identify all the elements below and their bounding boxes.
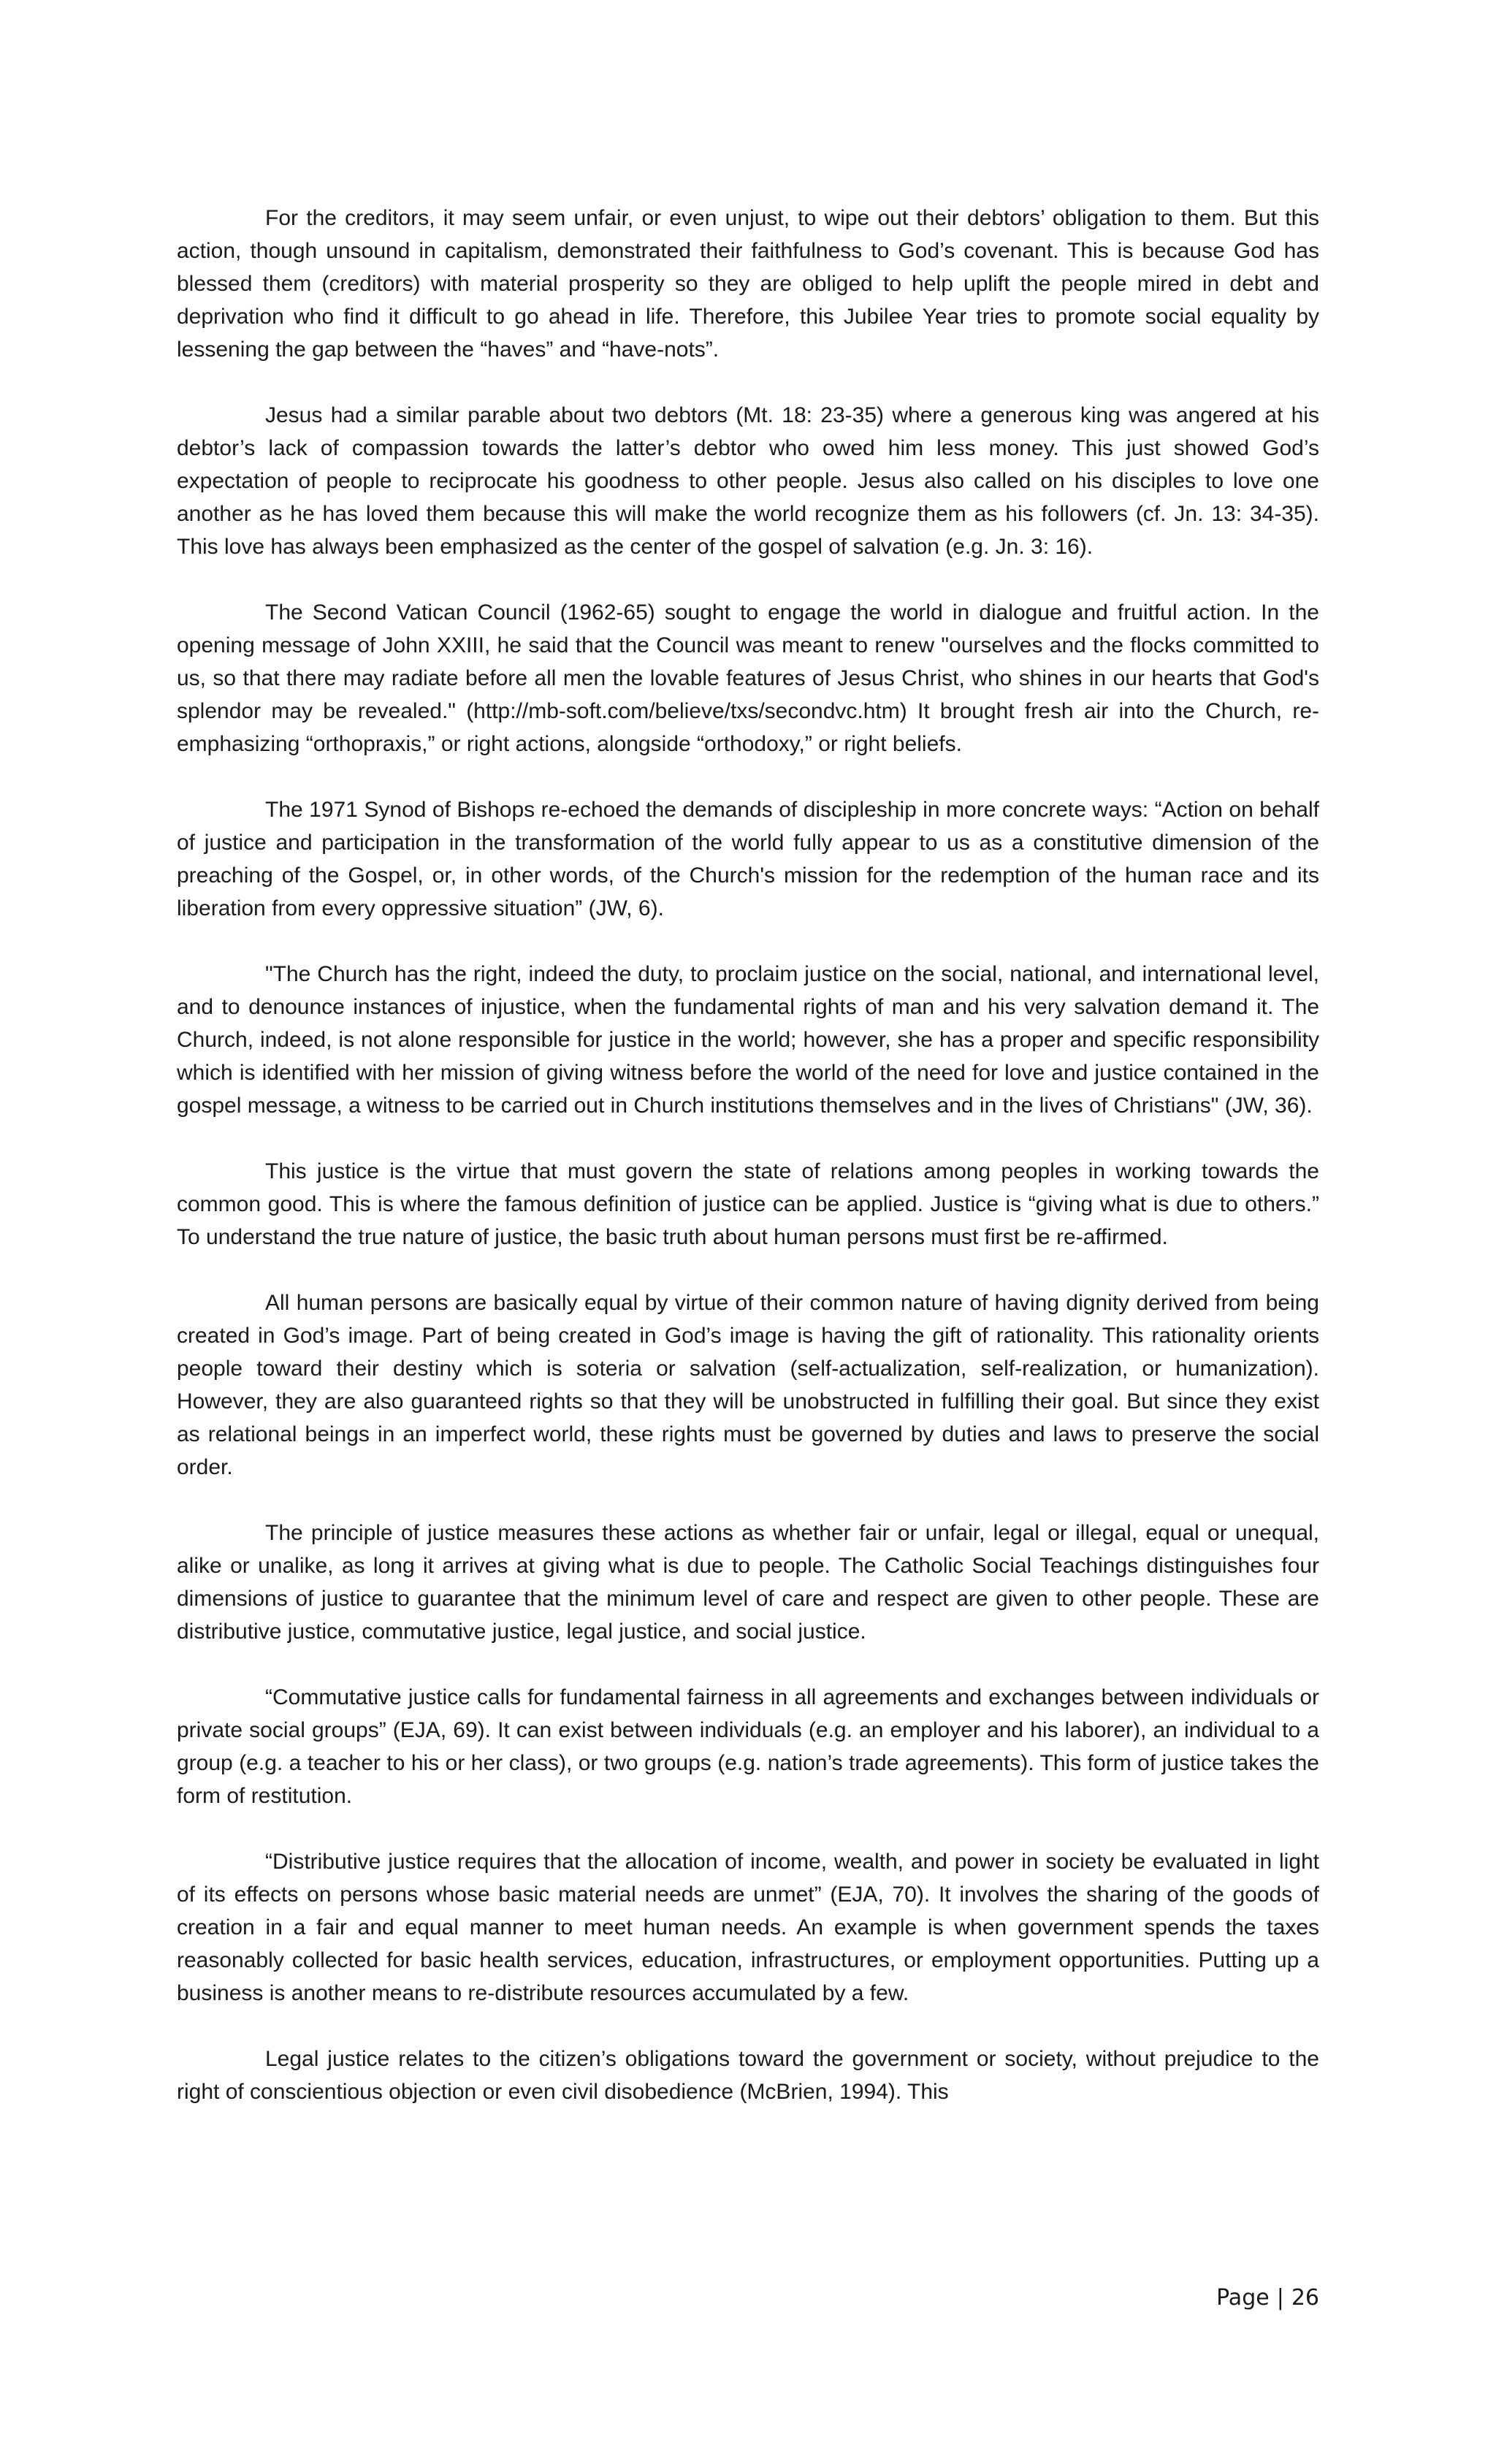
page-label: Page (1216, 2285, 1270, 2311)
page-separator: | (1276, 2285, 1284, 2311)
paragraph-commutative-justice: “Commutative justice calls for fundamental fairness in all agreements and exchanges between individuals or private social groups” (EJA, 69). It can exist between individuals (e.g. an employer and his laborer), an individual to a group (e.g. a teacher to his or her class), or two groups (e.g. nation’s trade agreements). This form of justice takes the form of restitution. (177, 1685, 1319, 1808)
paragraph-synod-bishops: The 1971 Synod of Bishops re-echoed the demands of discipleship in more concrete ways: “Action on behalf of justice and participation in the transformation of the world fully appear to us as a constitutive dimension of the preaching of the Gospel, or, in other words, of the Church's mission for the redemption of the human race and its liberation from every oppressive situation” (JW, 6). (177, 798, 1319, 920)
paragraph-parable-debtors: Jesus had a similar parable about two debtors (Mt. 18: 23-35) where a generous king was angered at his debtor’s lack of compassion towards the latter’s debtor who owed him less money. This just showed God’s expectation of people to reciprocate his goodness to other people. Jesus also called on his disciples to love one another as he has loved them because this will make the world recognize them as his followers (cf. Jn. 13: 34-35). This love has always been emphasized as the center of the gospel of salvation (e.g. Jn. 3: 16). (177, 403, 1319, 559)
paragraph-church-right: "The Church has the right, indeed the duty, to proclaim justice on the social, national, and international level, and to denounce instances of injustice, when the fundamental rights of man and his very salvation demand it. The Church, indeed, is not alone responsible for justice in the world; however, she has a proper and specific responsibility which is identified with her mission of giving witness before the world of the need for love and justice contained in the gospel message, a witness to be carried out in Church institutions themselves and in the lives of Christians" (JW, 36). (177, 962, 1319, 1118)
paragraph-human-persons: All human persons are basically equal by virtue of their common nature of having dignity derived from being created in God’s image. Part of being created in God’s image is having the gift of rationality. This rationality orients people toward their destiny which is soteria or salvation (self-actualization, self-realization, or humanization). However, they are also guaranteed rights so that they will be unobstructed in fulfilling their goal. But since they exist as relational beings in an imperfect world, these rights must be governed by duties and laws to preserve the social order. (177, 1291, 1319, 1479)
paragraph-jubilee-creditors: For the creditors, it may seem unfair, or even unjust, to wipe out their debtors’ obligation to them. But this action, though unsound in capitalism, demonstrated their faithfulness to God’s covenant. This is because God has blessed them (creditors) with material prosperity so they are obliged to help uplift the people mired in debt and deprivation who find it difficult to go ahead in life. Therefore, this Jubilee Year tries to promote social equality by lessening the gap between the “haves” and “have-nots”. (177, 206, 1319, 362)
paragraph-distributive-justice: “Distributive justice requires that the allocation of income, wealth, and power in society be evaluated in light of its effects on persons whose basic material needs are unmet” (EJA, 70). It involves the sharing of the goods of creation in a fair and equal manner to meet human needs. An example is when government spends the taxes reasonably collected for basic health services, education, infrastructures, or employment opportunities. Putting up a business is another means to re-distribute resources accumulated by a few. (177, 1850, 1319, 2005)
body-text (177, 202, 1319, 2108)
paragraph-principle-justice: The principle of justice measures these actions as whether fair or unfair, legal or illegal, equal or unequal, alike or unalike, as long it arrives at giving what is due to people. The Catholic Social Teachings distinguishes four dimensions of justice to guarantee that the minimum level of care and respect are given to other people. These are distributive justice, commutative justice, legal justice, and social justice. (177, 1521, 1319, 1644)
paragraph-justice-virtue: This justice is the virtue that must govern the state of relations among peoples in working towards the common good. This is where the famous definition of justice can be applied. Justice is “giving what is due to others.” To understand the true nature of justice, the basic truth about human persons must first be re-affirmed. (177, 1159, 1319, 1249)
paragraph-vatican-council: The Second Vatican Council (1962-65) sought to engage the world in dialogue and fruitful action. In the opening message of John XXIII, he said that the Council was meant to renew "ourselves and the flocks committed to us, so that there may radiate before all men the lovable features of Jesus Christ, who shines in our hearts that God's splendor may be revealed." (http://mb-soft.com/believe/txs/secondvc.htm) It brought fresh air into the Church, re-emphasizing “orthopraxis,” or right actions, alongside “orthodoxy,” or right beliefs. (177, 600, 1319, 756)
page-number: 26 (1291, 2285, 1319, 2311)
paragraph-legal-justice: Legal justice relates to the citizen’s obligations toward the government or society, without prejudice to the right of conscientious objection or even civil disobedience (McBrien, 1994). This (177, 2047, 1319, 2104)
page-footer (1216, 2285, 1319, 2311)
